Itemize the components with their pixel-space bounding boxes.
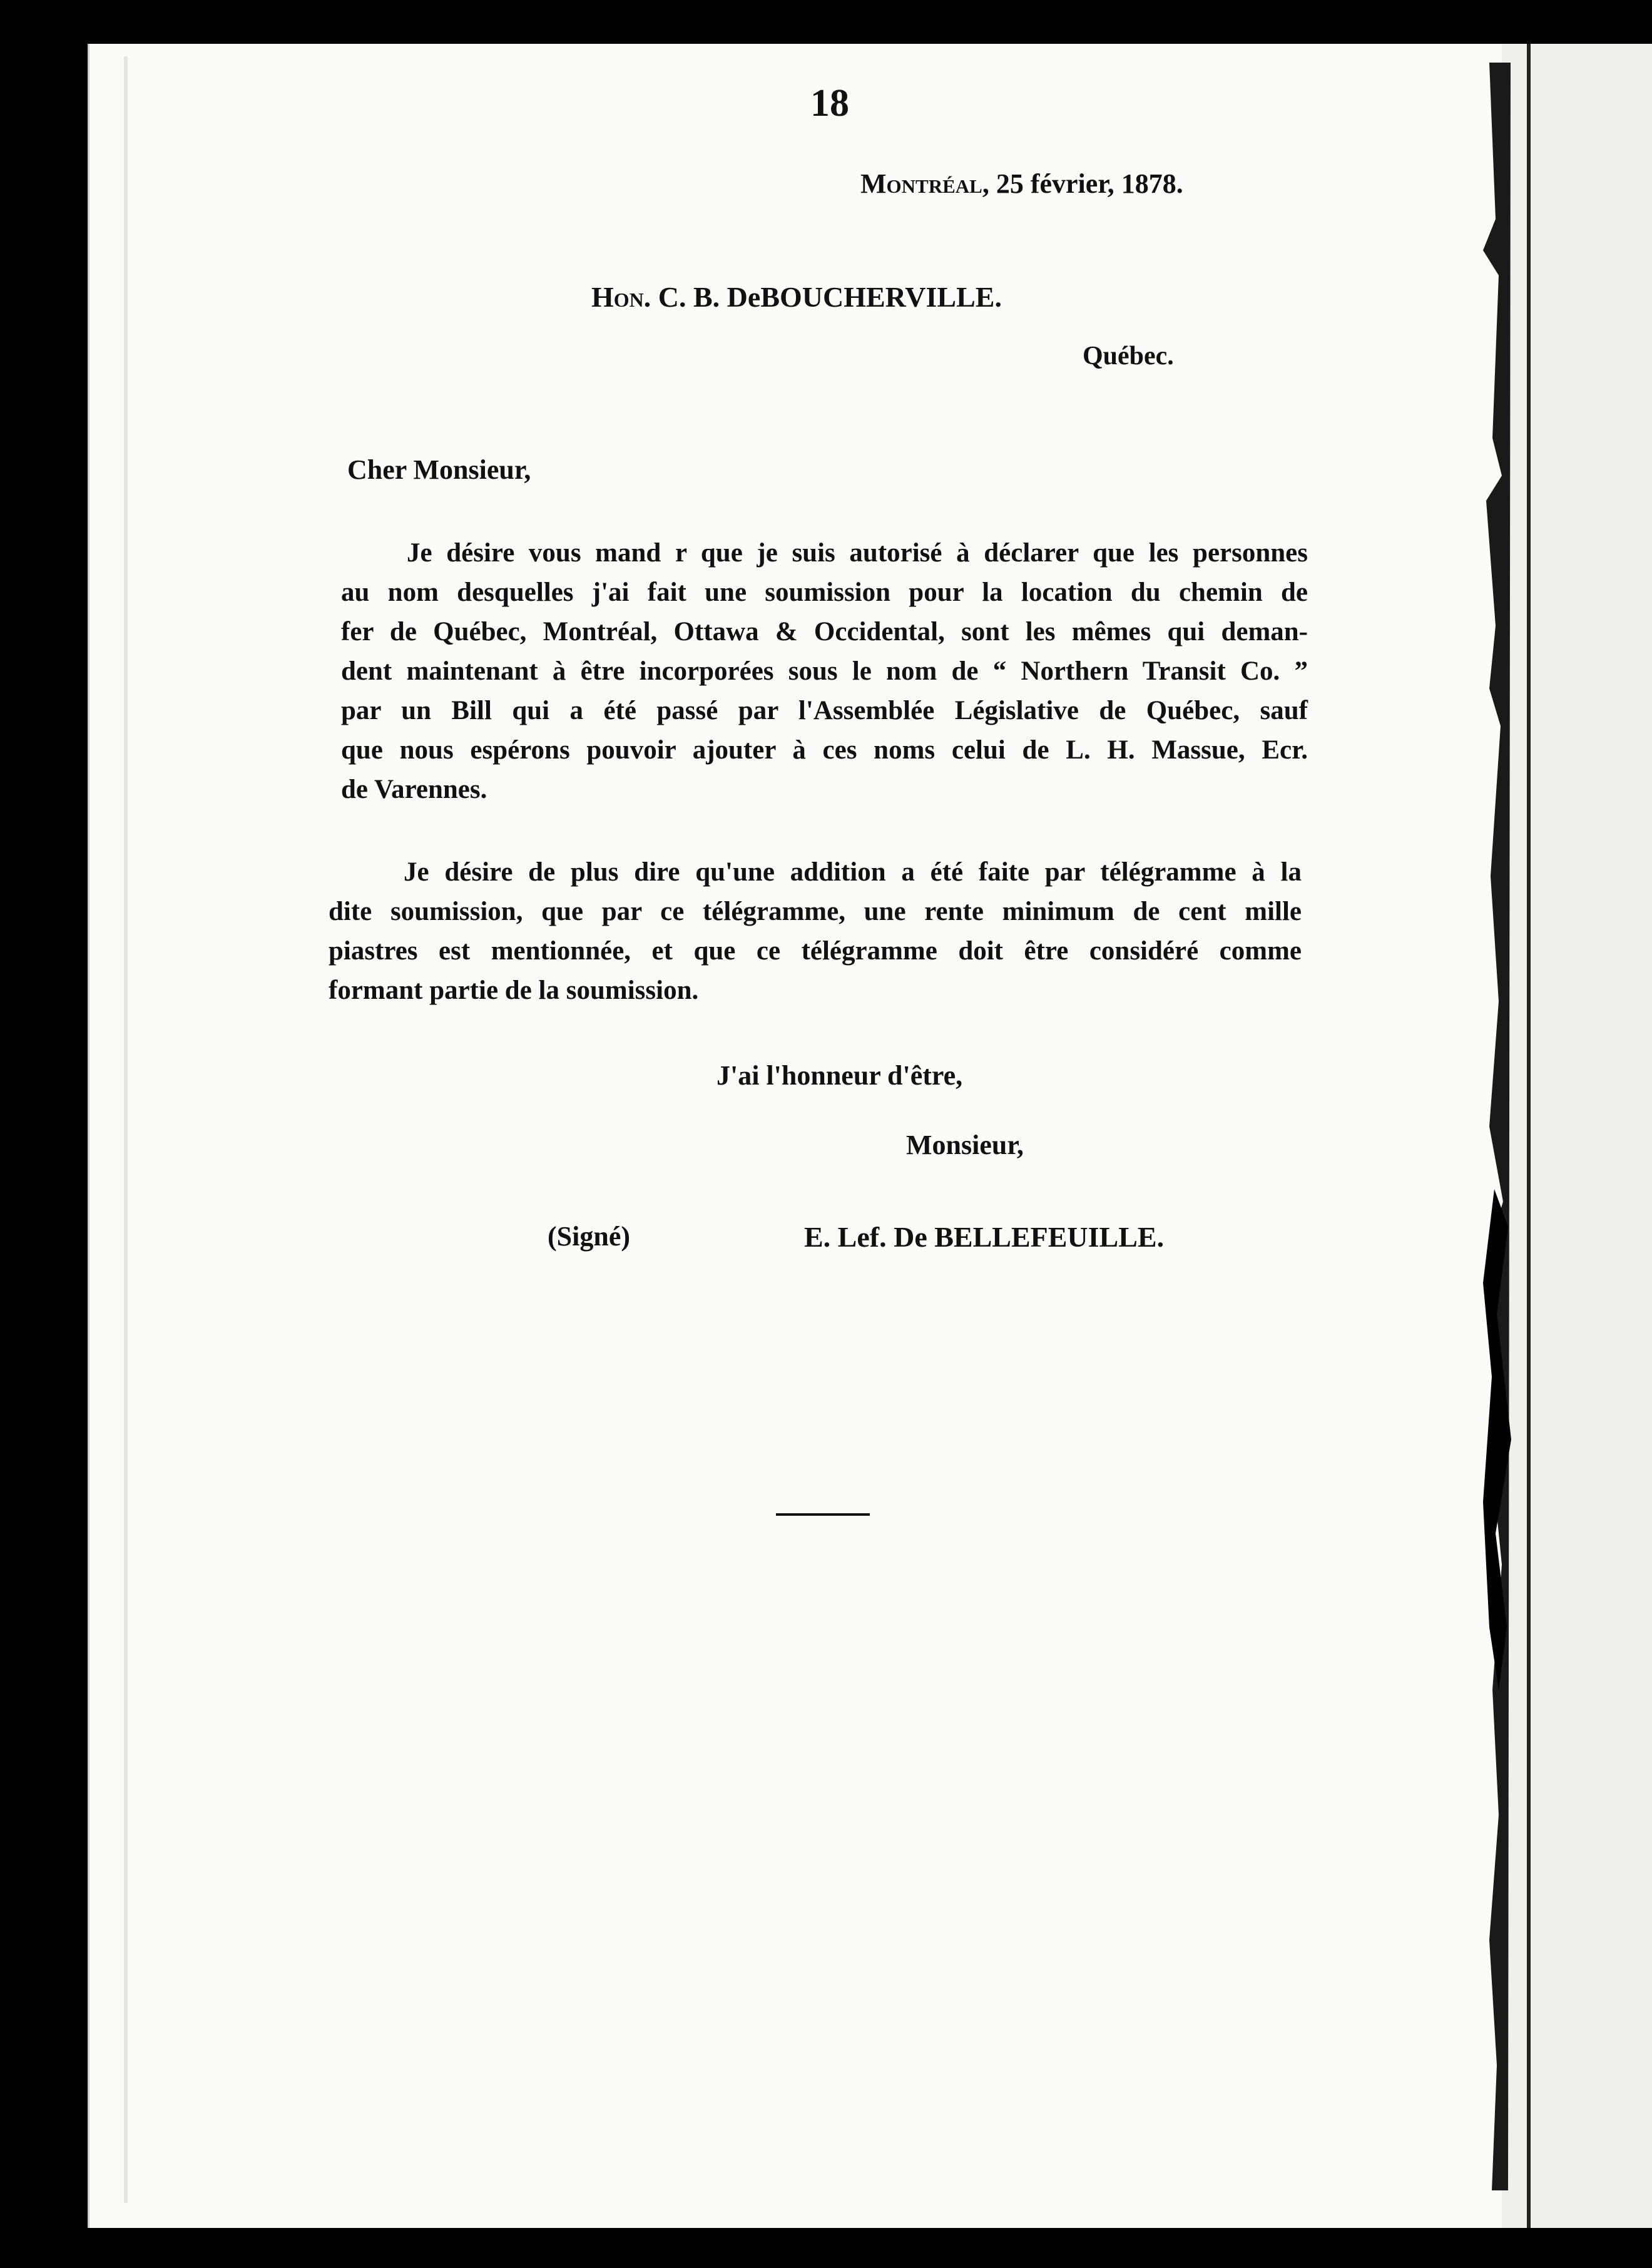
paragraph-line: Je désire de plus dire qu'une addition a été faite par télégramme à la (404, 857, 1302, 887)
binding-line (1527, 44, 1531, 2268)
scan-border-bottom (0, 2228, 1652, 2268)
closing-line: J'ai l'honneur d'être, (716, 1060, 963, 1091)
page-number: 18 (810, 82, 849, 125)
paragraph-line: dite soumission, que par ce télégramme, une rente minimum de cent mille (329, 897, 1302, 926)
salutation: Cher Monsieur, (347, 454, 531, 485)
paragraph-1 (341, 533, 1308, 809)
paragraph-line: par un Bill qui a été passé par l'Assemblée Législative de Québec, sauf (341, 696, 1308, 725)
paragraph-line: au nom desquelles j'ai fait une soumission pour la location du chemin de (341, 578, 1308, 607)
adjacent-page-strip (1502, 44, 1652, 2268)
scan-border-top (0, 0, 1652, 44)
closing-address: Monsieur, (906, 1130, 1024, 1160)
end-rule (776, 1513, 870, 1516)
recipient-location: Québec. (1083, 342, 1174, 370)
recipient-name: C. B. DeBOUCHERVILLE. (651, 281, 1002, 313)
dateline-date: , 25 février, 1878. (982, 168, 1183, 199)
torn-binding-edge (1464, 63, 1521, 2190)
paragraph-line: formant partie de la soumission. (329, 976, 699, 1005)
recipient (591, 280, 1002, 314)
dateline-city: Montréal (860, 168, 982, 199)
paragraph-line: de Varennes. (341, 775, 487, 804)
signature: E. Lef. De BELLEFEUILLE. (804, 1221, 1165, 1253)
recipient-honorific: Hon. (591, 281, 651, 313)
paragraph-line: Je désire vous mand r que je suis autorisé à déclarer que les personnes (407, 538, 1308, 568)
paragraph-2 (329, 852, 1302, 1010)
paragraph-line: que nous espérons pouvoir ajouter à ces noms celui de L. H. Massue, Ecr. (341, 735, 1308, 765)
signed-note: (Signé) (548, 1221, 630, 1252)
page-fold-shadow (124, 56, 128, 2203)
paragraph-line: piastres est mentionnée, et que ce télégramme doit être considéré comme (329, 936, 1302, 966)
document-page (88, 44, 1529, 2228)
dateline (860, 168, 1183, 200)
paragraph-line: dent maintenant à être incorporées sous le nom de “ Northern Transit Co. ” (341, 656, 1308, 686)
paragraph-line: fer de Québec, Montréal, Ottawa & Occidental, sont les mêmes qui deman- (341, 617, 1308, 646)
